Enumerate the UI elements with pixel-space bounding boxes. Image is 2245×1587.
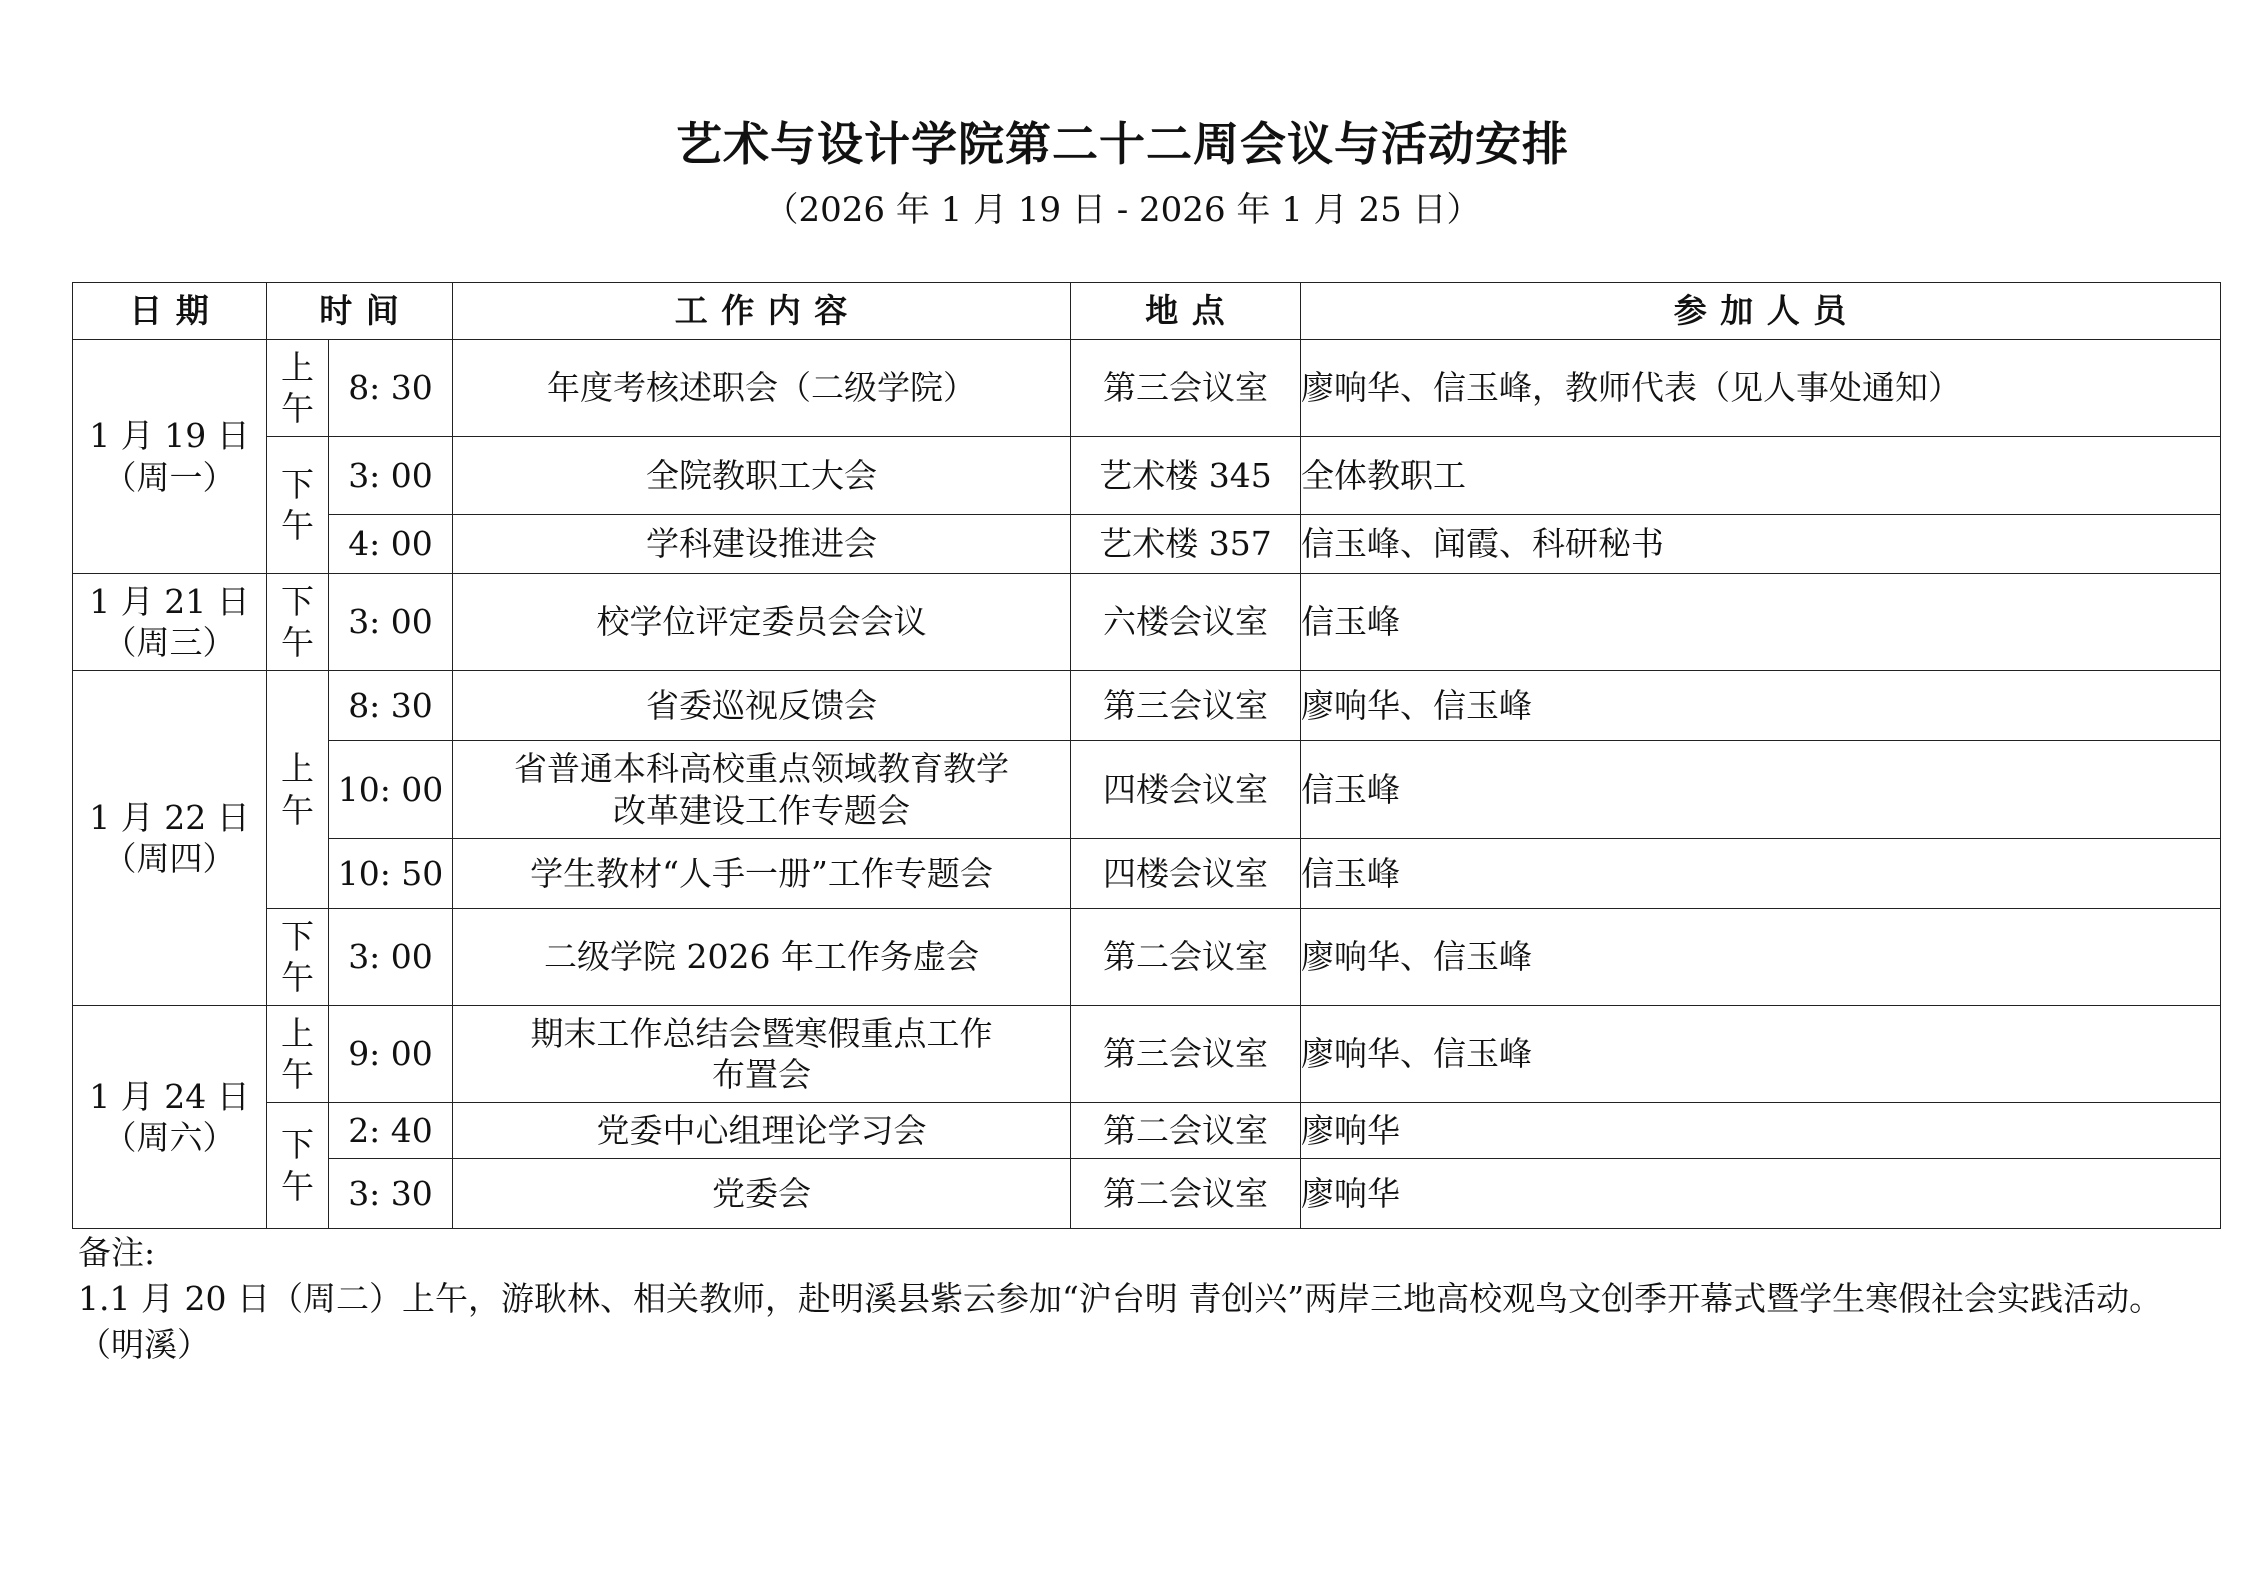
table-header-row bbox=[73, 283, 2221, 340]
location-cell: 第三会议室 bbox=[1071, 671, 1301, 741]
note-item: 1.1 月 20 日（周二）上午，游耿林、相关教师，赴明溪县紫云参加“沪台明 青创兴”两岸三地高校观鸟文创季开幕式暨学生寒假社会实践活动。（明溪） bbox=[78, 1279, 2163, 1365]
date-cell bbox=[73, 1006, 267, 1229]
table-row bbox=[73, 340, 2221, 437]
date-cell bbox=[73, 671, 267, 1006]
content-cell: 期末工作总结会暨寒假重点工作 布置会 bbox=[453, 1006, 1071, 1103]
location-cell: 六楼会议室 bbox=[1071, 574, 1301, 671]
period-label: 下 午 bbox=[281, 464, 314, 545]
table-row bbox=[73, 741, 2221, 839]
date-label: 1 月 19 日 bbox=[89, 416, 250, 456]
content-cell: 学生教材“人手一册”工作专题会 bbox=[453, 839, 1071, 909]
content-cell: 省委巡视反馈会 bbox=[453, 671, 1071, 741]
location-cell: 第三会议室 bbox=[1071, 340, 1301, 437]
header-attendees: 参 加 人 员 bbox=[1301, 283, 2221, 340]
content-cell: 校学位评定委员会会议 bbox=[453, 574, 1071, 671]
location-cell: 第二会议室 bbox=[1071, 1103, 1301, 1159]
table-row bbox=[73, 1006, 2221, 1103]
time-cell: 3: 00 bbox=[329, 909, 453, 1006]
content-cell: 全院教职工大会 bbox=[453, 437, 1071, 515]
time-cell: 8: 30 bbox=[329, 340, 453, 437]
attendees-cell: 信玉峰 bbox=[1301, 574, 2221, 671]
content-cell: 党委中心组理论学习会 bbox=[453, 1103, 1071, 1159]
location-cell: 四楼会议室 bbox=[1071, 839, 1301, 909]
location-cell: 艺术楼 357 bbox=[1071, 515, 1301, 574]
date-range-subtitle: （2026 年 1 月 19 日 - 2026 年 1 月 25 日） bbox=[764, 190, 1481, 230]
header-date: 日 期 bbox=[73, 283, 267, 340]
weekday-label: （周四） bbox=[103, 839, 236, 878]
period-cell bbox=[267, 671, 329, 909]
attendees-cell: 信玉峰 bbox=[1301, 839, 2221, 909]
period-cell bbox=[267, 1103, 329, 1229]
location-cell: 艺术楼 345 bbox=[1071, 437, 1301, 515]
period-cell bbox=[267, 1006, 329, 1103]
period-label: 上 午 bbox=[281, 749, 314, 830]
attendees-cell: 信玉峰、闻霞、科研秘书 bbox=[1301, 515, 2221, 574]
table-row bbox=[73, 515, 2221, 574]
attendees-cell: 廖响华、信玉峰，教师代表（见人事处通知） bbox=[1301, 340, 2221, 437]
attendees-cell: 廖响华、信玉峰 bbox=[1301, 1006, 2221, 1103]
time-cell: 3: 30 bbox=[329, 1159, 453, 1229]
time-cell: 10: 00 bbox=[329, 741, 453, 839]
table-row bbox=[73, 1103, 2221, 1159]
period-label: 下 午 bbox=[281, 581, 314, 662]
location-cell: 四楼会议室 bbox=[1071, 741, 1301, 839]
table-row bbox=[73, 909, 2221, 1006]
period-label: 下 午 bbox=[281, 916, 314, 997]
attendees-cell: 信玉峰 bbox=[1301, 741, 2221, 839]
table-row bbox=[73, 839, 2221, 909]
attendees-cell: 廖响华 bbox=[1301, 1103, 2221, 1159]
content-cell: 党委会 bbox=[453, 1159, 1071, 1229]
period-cell bbox=[267, 574, 329, 671]
header-location: 地 点 bbox=[1071, 283, 1301, 340]
document-title: 艺术与设计学院第二十二周会议与活动安排 bbox=[676, 117, 1569, 171]
location-cell: 第二会议室 bbox=[1071, 909, 1301, 1006]
table-row bbox=[73, 574, 2221, 671]
time-cell: 10: 50 bbox=[329, 839, 453, 909]
date-cell bbox=[73, 340, 267, 574]
attendees-cell: 全体教职工 bbox=[1301, 437, 2221, 515]
date-label: 1 月 22 日 bbox=[89, 797, 250, 837]
time-cell: 9: 00 bbox=[329, 1006, 453, 1103]
header-content: 工 作 内 容 bbox=[453, 283, 1071, 340]
location-cell: 第三会议室 bbox=[1071, 1006, 1301, 1103]
date-label: 1 月 21 日 bbox=[89, 581, 250, 621]
time-cell: 2: 40 bbox=[329, 1103, 453, 1159]
attendees-cell: 廖响华、信玉峰 bbox=[1301, 909, 2221, 1006]
table-row bbox=[73, 1159, 2221, 1229]
period-label: 上 午 bbox=[281, 1013, 314, 1094]
header-time: 时 间 bbox=[267, 283, 453, 340]
period-cell bbox=[267, 340, 329, 437]
period-label: 下 午 bbox=[281, 1125, 314, 1206]
weekday-label: （周三） bbox=[103, 623, 236, 662]
schedule-table bbox=[72, 282, 2221, 1229]
attendees-cell: 廖响华 bbox=[1301, 1159, 2221, 1229]
time-cell: 3: 00 bbox=[329, 574, 453, 671]
content-cell: 学科建设推进会 bbox=[453, 515, 1071, 574]
weekday-label: （周六） bbox=[103, 1118, 236, 1157]
content-cell: 省普通本科高校重点领域教育教学 改革建设工作专题会 bbox=[453, 741, 1071, 839]
period-cell bbox=[267, 437, 329, 574]
notes-label: 备注: bbox=[78, 1233, 156, 1272]
notes-section bbox=[78, 1230, 2178, 1369]
content-cell: 二级学院 2026 年工作务虚会 bbox=[453, 909, 1071, 1006]
attendees-cell: 廖响华、信玉峰 bbox=[1301, 671, 2221, 741]
date-cell bbox=[73, 574, 267, 671]
content-cell: 年度考核述职会（二级学院） bbox=[453, 340, 1071, 437]
period-cell bbox=[267, 909, 329, 1006]
table-row bbox=[73, 437, 2221, 515]
date-label: 1 月 24 日 bbox=[89, 1076, 250, 1116]
time-cell: 8: 30 bbox=[329, 671, 453, 741]
table-row bbox=[73, 671, 2221, 741]
weekday-label: （周一） bbox=[103, 457, 236, 497]
time-cell: 3: 00 bbox=[329, 437, 453, 515]
location-cell: 第二会议室 bbox=[1071, 1159, 1301, 1229]
time-cell: 4: 00 bbox=[329, 515, 453, 574]
period-label: 上 午 bbox=[281, 347, 314, 428]
